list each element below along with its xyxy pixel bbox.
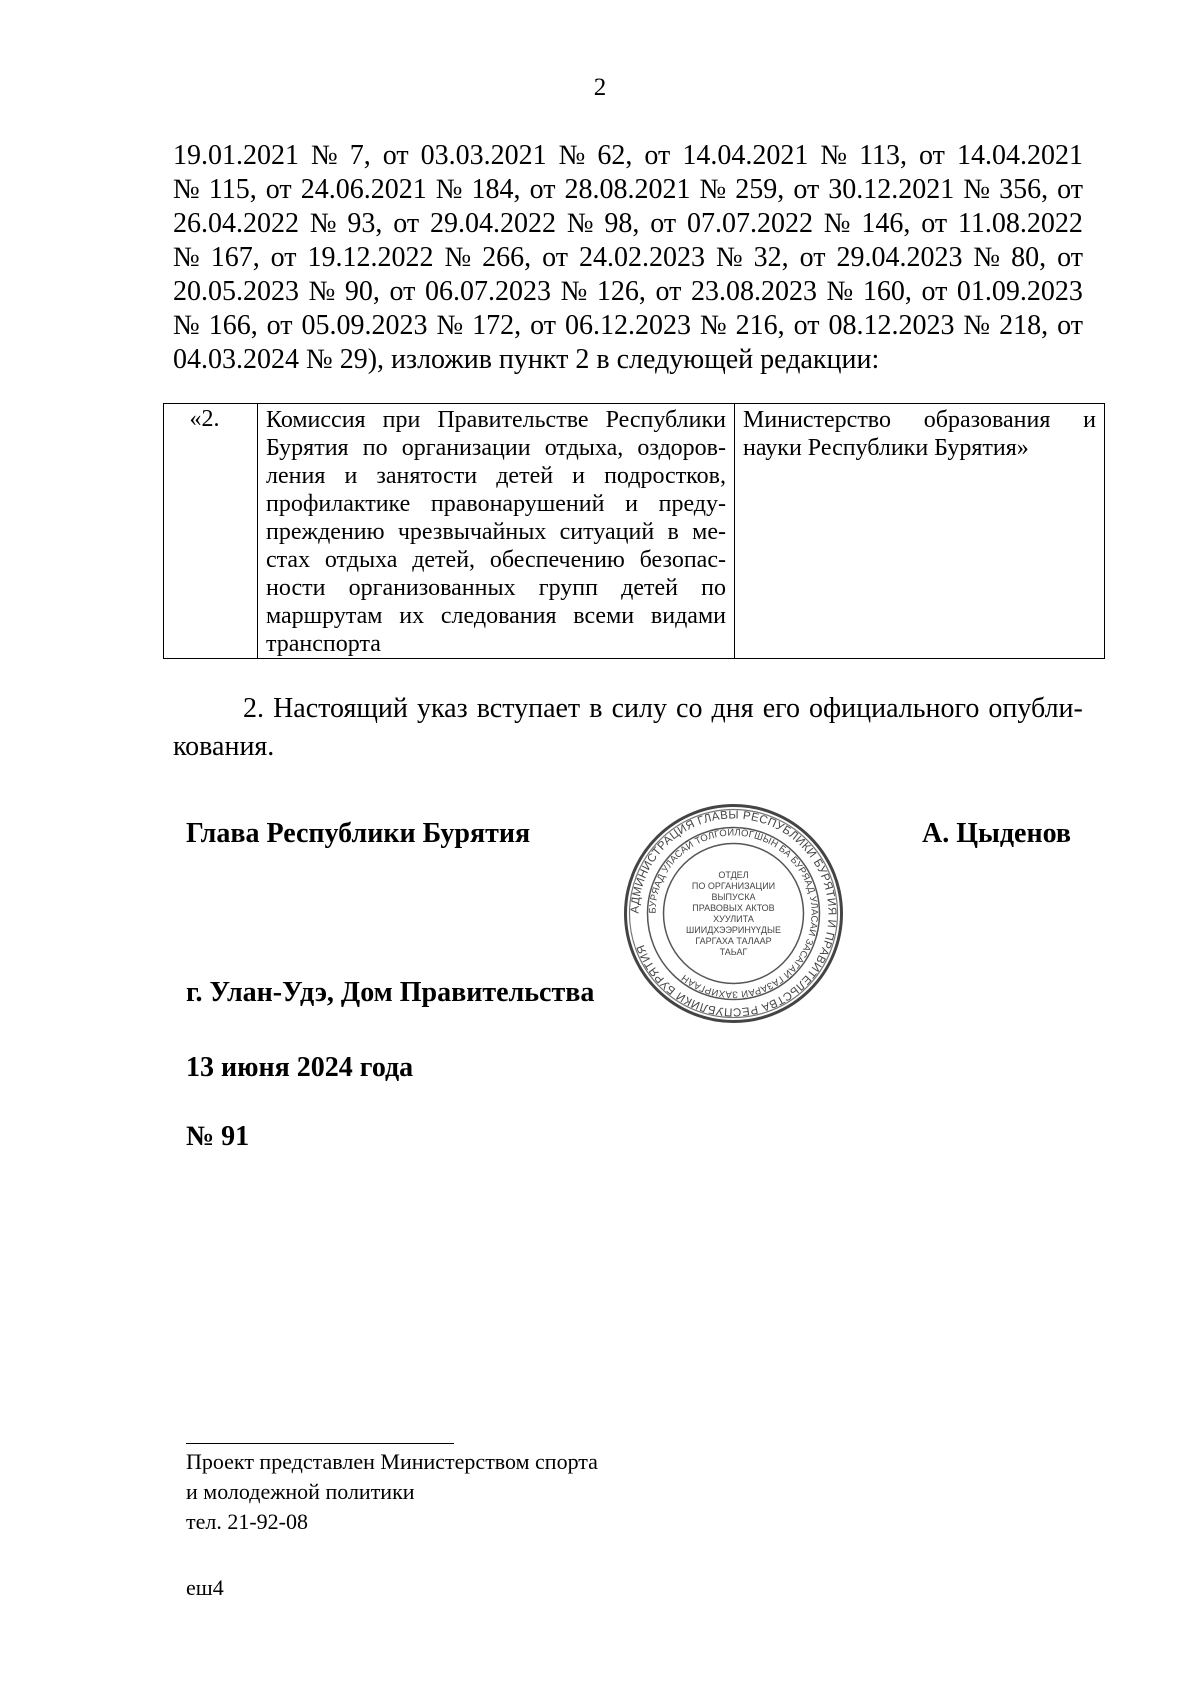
commission-cell	[258, 404, 735, 659]
word: 06.12.2023	[564, 310, 691, 341]
word: №	[308, 276, 336, 307]
word: транспорта	[266, 631, 381, 657]
word: №	[436, 310, 464, 341]
word: №	[173, 242, 200, 273]
word: видами	[650, 603, 726, 629]
word: 26.04.2022	[173, 208, 299, 239]
word: №	[173, 310, 200, 341]
text-line	[173, 173, 1083, 207]
word: детей	[621, 575, 678, 601]
row-number: «2.	[189, 406, 220, 432]
word: 04.03.2024 № 29), изложив пункт 2 в следующей редакции:	[173, 344, 880, 375]
word: ления	[266, 463, 326, 489]
word: безопас-	[639, 547, 726, 573]
word: №	[715, 242, 743, 273]
word: от	[542, 242, 568, 273]
word: 19.12.2022	[307, 242, 434, 273]
word: 98,	[604, 208, 640, 239]
word: профилактике	[266, 491, 411, 517]
word: №	[309, 208, 337, 239]
word: силу	[611, 693, 667, 724]
word: №	[435, 174, 463, 205]
text-line	[266, 574, 726, 602]
footnote-line-1: Проект представлен Министерством спорта	[186, 1449, 598, 1474]
word: 07.07.2022	[686, 208, 813, 239]
word: указ	[416, 693, 468, 724]
word: 2.	[243, 693, 264, 724]
word: Республики	[605, 407, 726, 433]
word: 126,	[596, 276, 646, 307]
word: 28.08.2021	[564, 174, 691, 205]
word: от	[529, 174, 556, 205]
text-line	[743, 434, 1096, 462]
word: №	[444, 242, 472, 273]
word: 06.07.2023	[424, 276, 551, 307]
word: опубли-	[988, 693, 1083, 724]
word: №	[560, 276, 588, 307]
footnote-rule	[186, 1443, 454, 1444]
word: от	[1057, 242, 1083, 273]
word: ности	[266, 575, 326, 601]
stamp-center-line: ГАРГАХА ТАЛААР	[695, 936, 772, 946]
word: №	[699, 174, 727, 205]
word: официального	[809, 693, 980, 724]
word: 113,	[859, 140, 908, 171]
word: от	[793, 310, 820, 341]
word: обеспечению	[489, 547, 625, 573]
word: 167,	[210, 242, 260, 273]
word: организации	[401, 435, 531, 461]
word: отдыха,	[544, 435, 624, 461]
word: 01.09.2023	[956, 276, 1083, 307]
text-line	[173, 275, 1083, 309]
text-line	[266, 406, 726, 434]
word: чрезвычайных	[397, 519, 547, 545]
word: 14.04.2021	[682, 140, 809, 171]
word: от	[393, 208, 420, 239]
word: 160,	[862, 276, 912, 307]
table-row	[164, 404, 1105, 659]
word: 14.04.2021	[956, 140, 1083, 171]
word: 184,	[471, 174, 521, 205]
word: преждению	[266, 519, 385, 545]
word: 90,	[344, 276, 380, 307]
word: и	[625, 491, 638, 517]
word: Министерство	[743, 407, 891, 433]
text-line	[266, 518, 726, 546]
word: от	[655, 276, 682, 307]
word: 11.08.2022	[957, 208, 1083, 239]
page-number: 2	[593, 74, 607, 101]
signature-name: А. Цыденов	[922, 818, 1072, 849]
text-line	[266, 630, 726, 658]
word: по	[362, 435, 388, 461]
word: 03.03.2021	[420, 140, 547, 171]
word: всеми	[573, 603, 635, 629]
word: занятости	[376, 463, 478, 489]
word: 216,	[735, 310, 785, 341]
text-line	[266, 434, 726, 462]
word: от	[650, 208, 677, 239]
row-number-cell	[164, 404, 258, 659]
word: №	[823, 208, 851, 239]
word: №	[311, 140, 338, 171]
word: от	[644, 140, 671, 171]
stamp-center-line: ОТДЕЛ	[718, 870, 749, 880]
word: оздоров-	[637, 435, 726, 461]
word: вступает	[476, 693, 581, 724]
word: 24.02.2023	[578, 242, 705, 273]
word: в	[589, 693, 603, 724]
word: следования	[440, 603, 557, 629]
word: 172,	[472, 310, 522, 341]
word: детей	[496, 463, 554, 489]
text-line	[173, 343, 1083, 377]
footnote-line-3: тел. 21-92-08	[186, 1509, 309, 1534]
word: от	[270, 242, 297, 273]
signing-place: г. Улан-Удэ, Дом Правительства	[186, 977, 595, 1008]
stamp-center-line: ПО ОРГАНИЗАЦИИ	[691, 881, 776, 891]
word: №	[826, 276, 854, 307]
word: №	[963, 174, 991, 205]
text-line	[173, 139, 1083, 173]
paragraph-2	[173, 690, 1083, 766]
word: 62,	[597, 140, 633, 171]
word: №	[699, 310, 727, 341]
word: от	[793, 174, 820, 205]
word: по	[701, 575, 726, 601]
word: 24.06.2021	[300, 174, 427, 205]
word: 32,	[753, 242, 789, 273]
word: образования	[923, 407, 1051, 433]
word: от	[266, 310, 293, 341]
word: 05.09.2023	[301, 310, 428, 341]
word: ме-	[692, 519, 726, 545]
word: со	[676, 693, 703, 724]
word: 20.05.2023	[173, 276, 299, 307]
word: 356,	[999, 174, 1049, 205]
word: 80,	[1011, 242, 1047, 273]
word: ситуаций	[559, 519, 655, 545]
word: 93,	[347, 208, 383, 239]
word: от	[1057, 310, 1083, 341]
word: от	[530, 310, 556, 341]
official-stamp	[623, 803, 844, 1024]
word: №	[173, 174, 200, 205]
word: 218,	[999, 310, 1049, 341]
word: кования.	[173, 731, 275, 762]
word: и	[344, 463, 358, 489]
text-line	[173, 728, 1083, 766]
word: 266,	[482, 242, 532, 273]
text-line	[173, 241, 1083, 275]
word: №	[820, 140, 848, 171]
responsible-cell	[735, 404, 1105, 659]
word: отдыха	[324, 547, 398, 573]
word: от	[921, 208, 948, 239]
signature-position: Глава Республики Бурятия	[186, 818, 531, 849]
word: правонарушений	[430, 491, 605, 517]
word: от	[389, 276, 416, 307]
stamp-center-line: ТАЬАГ	[719, 947, 748, 957]
word: от	[1057, 174, 1083, 205]
word: 23.08.2023	[690, 276, 817, 307]
word: при	[382, 407, 421, 433]
word: организованных	[348, 575, 516, 601]
word: и	[1083, 407, 1096, 433]
word: Бурятия	[266, 435, 349, 461]
word: №	[558, 140, 586, 171]
footnote-line-2: и молодежной политики	[186, 1479, 415, 1504]
word: стах	[266, 547, 311, 573]
text-line	[173, 309, 1083, 343]
word: от	[265, 174, 292, 205]
word: науки Республики Бурятия»	[743, 435, 1029, 461]
word: групп	[538, 575, 598, 601]
text-line	[743, 406, 1096, 434]
stamp-center-line: ПРАВОВЫХ АКТОВ	[692, 903, 775, 913]
word: Комиссия	[266, 407, 366, 433]
word: 29.04.2022	[429, 208, 556, 239]
word: преду-	[658, 491, 726, 517]
word: 146,	[861, 208, 911, 239]
text-line	[266, 462, 726, 490]
word: 08.12.2023	[828, 310, 955, 341]
word: №	[973, 242, 1001, 273]
signing-date: 13 июня 2024 года	[186, 1052, 414, 1083]
intro-paragraph	[173, 139, 1083, 377]
word: 30.12.2021	[828, 174, 955, 205]
word: его	[762, 693, 800, 724]
amendment-table	[163, 403, 1105, 659]
word: и	[572, 463, 585, 489]
text-line	[173, 207, 1083, 241]
word: их	[399, 603, 425, 629]
word: Правительстве	[437, 407, 589, 433]
stamp-center-line: ШИИДХЭЭРИНҮҮДЫЕ	[686, 925, 781, 935]
word: подростков,	[604, 463, 726, 489]
word: от	[382, 140, 409, 171]
word: маршрутам	[266, 603, 383, 629]
word: 29.04.2023	[836, 242, 963, 273]
word: дня	[711, 693, 754, 724]
word: от	[799, 242, 826, 273]
word: 7,	[349, 140, 371, 171]
text-line	[266, 490, 726, 518]
word: детей,	[412, 547, 476, 573]
word: 259,	[735, 174, 785, 205]
word: 115,	[208, 174, 257, 205]
stamp-outer-text: АДМИНИСТРАЦИЯ ГЛАВЫ РЕСПУБЛИКИ БУРЯТИЯ И ПРАВИТЕЛЬСТВА РЕСПУБЛИКИ БУРЯТИЯ	[629, 809, 838, 1018]
decree-number: № 91	[186, 1121, 250, 1152]
word: №	[566, 208, 594, 239]
word: от	[921, 276, 948, 307]
text-line	[266, 546, 726, 574]
stamp-inner-text: БУРЯАД УЛАСАЙ ТОЛГОЙЛОГШЫН БА БУРЯАД УЛАСАЙ ЗАСАГАЙ ГАЗАРАЙ ЗАХИРГААН	[647, 827, 820, 1000]
word: от	[919, 140, 945, 171]
stamp-center-line: ВЫПУСКА	[711, 892, 756, 902]
word: 166,	[208, 310, 258, 341]
word: 19.01.2021	[173, 140, 299, 171]
word: Настоящий	[273, 693, 408, 724]
text-line	[266, 602, 726, 630]
word: №	[963, 310, 991, 341]
document-code: еш4	[186, 1575, 224, 1600]
text-line	[173, 690, 1083, 728]
stamp-center-line: ХУУЛИТА	[713, 914, 754, 924]
word: в	[667, 519, 679, 545]
